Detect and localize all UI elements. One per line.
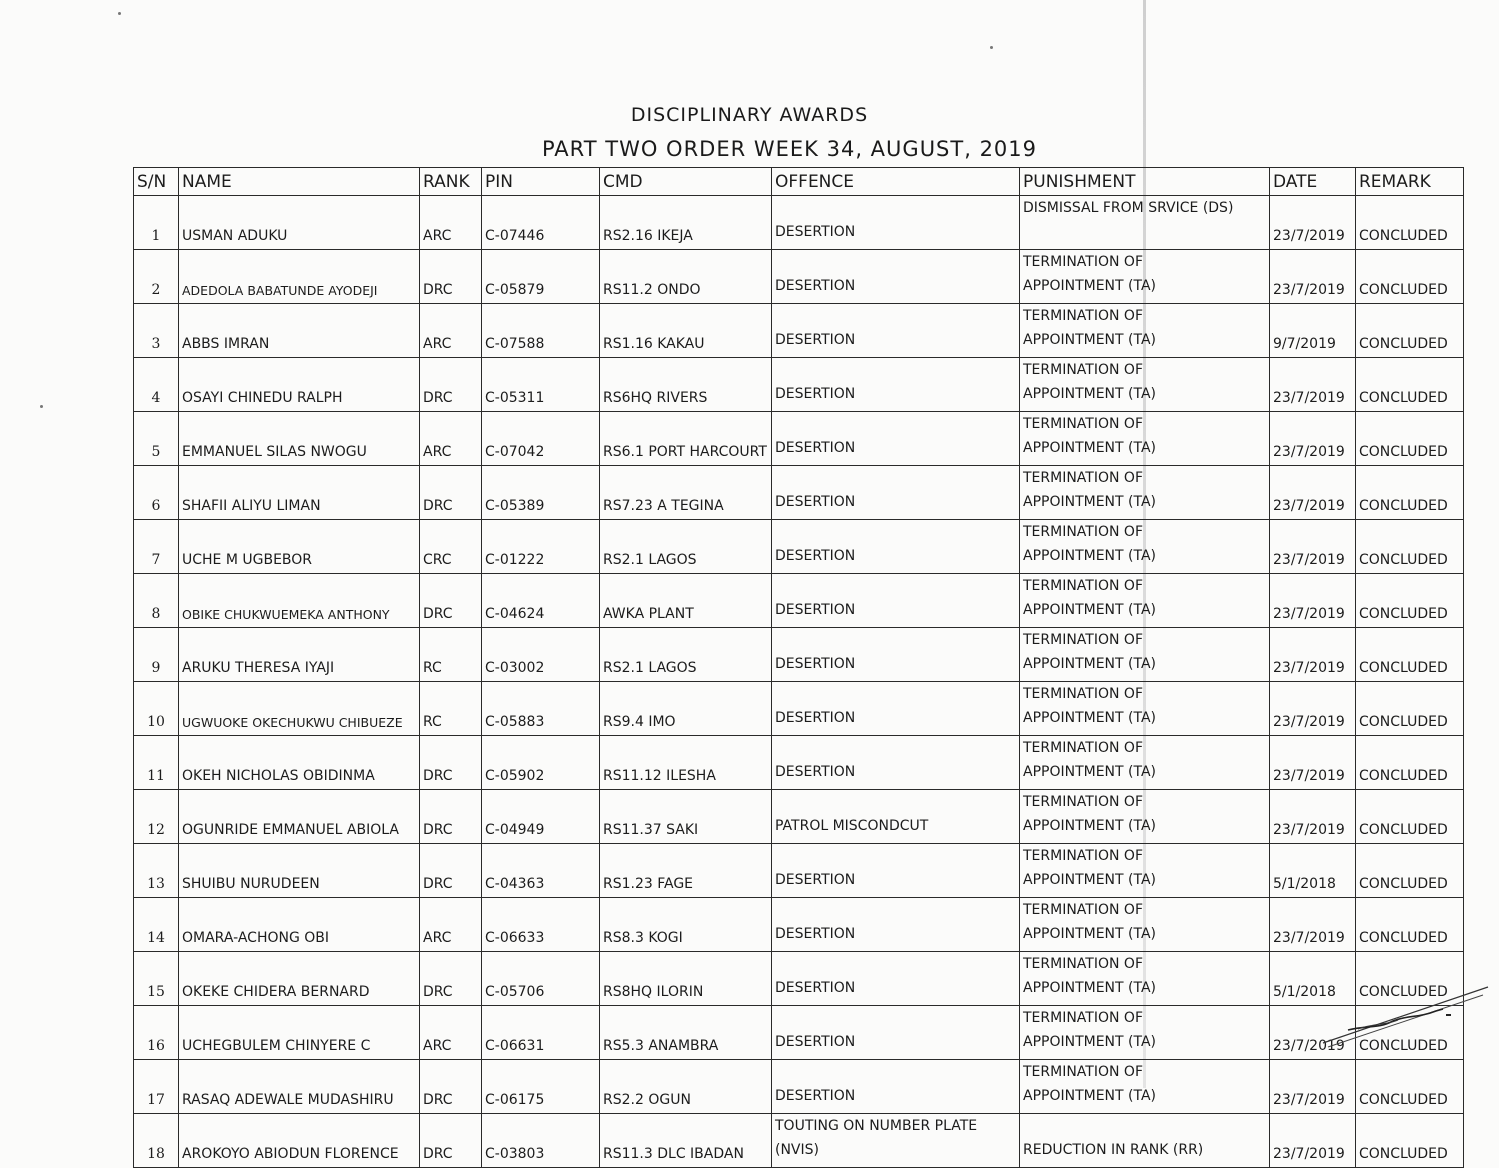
cell-remark: CONCLUDED: [1356, 898, 1464, 952]
table-row: [134, 196, 1464, 250]
cell-sn: 1: [134, 196, 179, 250]
cell-offence: [772, 736, 1020, 790]
table-body: [134, 196, 1464, 1168]
cell-cmd: RS6.1 PORT HARCOURT: [600, 412, 772, 466]
cell-sn: 7: [134, 520, 179, 574]
offence-line: [775, 790, 1016, 814]
offence-line: [775, 412, 1016, 436]
offence-line: DESERTION: [775, 980, 856, 996]
cell-sn: 6: [134, 466, 179, 520]
cell-remark: CONCLUDED: [1356, 952, 1464, 1006]
cell-date: 23/7/2019: [1270, 466, 1356, 520]
offence-line: DESERTION: [775, 494, 856, 510]
punishment-line: APPOINTMENT (TA): [1023, 440, 1156, 456]
cell-pin: C-06631: [482, 1006, 600, 1060]
cell-rank: DRC: [420, 790, 482, 844]
table-row: [134, 304, 1464, 358]
cell-remark: CONCLUDED: [1356, 574, 1464, 628]
cell-date: 23/7/2019: [1270, 628, 1356, 682]
cell-rank: CRC: [420, 520, 482, 574]
offence-line: DESERTION: [775, 1034, 856, 1050]
punishment-line: TERMINATION OF: [1023, 308, 1143, 324]
cell-rank: DRC: [420, 1060, 482, 1114]
table-row: [134, 466, 1464, 520]
cell-cmd: RS9.4 IMO: [600, 682, 772, 736]
cell-date: 23/7/2019: [1270, 1006, 1356, 1060]
cell-remark: CONCLUDED: [1356, 196, 1464, 250]
cell-pin: C-07446: [482, 196, 600, 250]
offence-line: [775, 250, 1016, 274]
offence-line: [775, 1060, 1016, 1084]
cell-offence: [772, 898, 1020, 952]
offence-line: DESERTION: [775, 764, 856, 780]
cell-remark: CONCLUDED: [1356, 466, 1464, 520]
column-header-rank: RANK: [420, 168, 482, 196]
cell-name: ADEDOLA BABATUNDE AYODEJI: [179, 250, 420, 304]
cell-name: OKEKE CHIDERA BERNARD: [179, 952, 420, 1006]
cell-name: RASAQ ADEWALE MUDASHIRU: [179, 1060, 420, 1114]
punishment-line: TERMINATION OF: [1023, 1064, 1143, 1080]
cell-punishment: [1020, 412, 1270, 466]
punishment-line: TERMINATION OF: [1023, 632, 1143, 648]
cell-remark: CONCLUDED: [1356, 412, 1464, 466]
offence-line: DESERTION: [775, 1088, 856, 1104]
offence-line: DESERTION: [775, 440, 856, 456]
cell-sn: 3: [134, 304, 179, 358]
punishment-line: TERMINATION OF: [1023, 578, 1143, 594]
cell-pin: C-07588: [482, 304, 600, 358]
offence-line: DESERTION: [775, 656, 856, 672]
punishment-line: APPOINTMENT (TA): [1023, 710, 1156, 726]
table-row: [134, 952, 1464, 1006]
cell-punishment: [1020, 1060, 1270, 1114]
cell-sn: 5: [134, 412, 179, 466]
table-row: [134, 574, 1464, 628]
punishment-line: APPOINTMENT (TA): [1023, 1088, 1156, 1104]
cell-rank: DRC: [420, 952, 482, 1006]
punishment-line: APPOINTMENT (TA): [1023, 602, 1156, 618]
punishment-line: APPOINTMENT (TA): [1023, 764, 1156, 780]
offence-line: [775, 736, 1016, 760]
cell-punishment: [1020, 952, 1270, 1006]
column-header-remark: REMARK: [1356, 168, 1464, 196]
cell-offence: [772, 1114, 1020, 1168]
cell-sn: 16: [134, 1006, 179, 1060]
cell-name: AROKOYO ABIODUN FLORENCE: [179, 1114, 420, 1168]
cell-remark: CONCLUDED: [1356, 682, 1464, 736]
cell-punishment: [1020, 1114, 1270, 1168]
cell-name: SHUIBU NURUDEEN: [179, 844, 420, 898]
cell-cmd: RS11.12 ILESHA: [600, 736, 772, 790]
cell-remark: CONCLUDED: [1356, 790, 1464, 844]
cell-cmd: RS11.2 ONDO: [600, 250, 772, 304]
cell-cmd: RS2.1 LAGOS: [600, 520, 772, 574]
document-title: DISCIPLINARY AWARDS: [630, 104, 869, 126]
cell-rank: ARC: [420, 196, 482, 250]
cell-cmd: RS11.3 DLC IBADAN: [600, 1114, 772, 1168]
cell-name: OMARA-ACHONG OBI: [179, 898, 420, 952]
cell-rank: DRC: [420, 1114, 482, 1168]
offence-line: PATROL MISCONDCUT: [775, 818, 929, 834]
cell-remark: CONCLUDED: [1356, 628, 1464, 682]
cell-date: 23/7/2019: [1270, 520, 1356, 574]
cell-offence: [772, 520, 1020, 574]
cell-name: OKEH NICHOLAS OBIDINMA: [179, 736, 420, 790]
cell-cmd: RS6HQ RIVERS: [600, 358, 772, 412]
cell-punishment: [1020, 844, 1270, 898]
cell-offence: [772, 1060, 1020, 1114]
cell-name: UCHE M UGBEBOR: [179, 520, 420, 574]
cell-punishment: [1020, 466, 1270, 520]
column-header-date: DATE: [1270, 168, 1356, 196]
cell-pin: C-05902: [482, 736, 600, 790]
cell-rank: DRC: [420, 844, 482, 898]
cell-punishment: [1020, 898, 1270, 952]
cell-rank: DRC: [420, 250, 482, 304]
offence-line: [775, 466, 1016, 490]
cell-sn: 14: [134, 898, 179, 952]
cell-offence: [772, 304, 1020, 358]
cell-date: 23/7/2019: [1270, 412, 1356, 466]
cell-pin: C-03803: [482, 1114, 600, 1168]
offence-line: [775, 196, 1016, 220]
cell-name: UCHEGBULEM CHINYERE C: [179, 1006, 420, 1060]
offence-line: DESERTION: [775, 710, 856, 726]
punishment-line: APPOINTMENT (TA): [1023, 818, 1156, 834]
offence-line: DESERTION: [775, 602, 856, 618]
table-row: [134, 790, 1464, 844]
punishment-line: TERMINATION OF: [1023, 362, 1143, 378]
cell-punishment: [1020, 574, 1270, 628]
disciplinary-awards-table: [133, 167, 1464, 1168]
cell-punishment: [1020, 304, 1270, 358]
offence-line: [775, 358, 1016, 382]
cell-name: ABBS IMRAN: [179, 304, 420, 358]
cell-offence: [772, 358, 1020, 412]
cell-sn: 8: [134, 574, 179, 628]
table-row: [134, 412, 1464, 466]
punishment-line: APPOINTMENT (TA): [1023, 548, 1156, 564]
offence-line: DESERTION: [775, 332, 856, 348]
punishment-line: TERMINATION OF: [1023, 794, 1143, 810]
punishment-line: APPOINTMENT (TA): [1023, 494, 1156, 510]
punishment-line: APPOINTMENT (TA): [1023, 332, 1156, 348]
column-header-name: NAME: [179, 168, 420, 196]
cell-punishment: [1020, 358, 1270, 412]
cell-date: 23/7/2019: [1270, 790, 1356, 844]
cell-punishment: [1020, 736, 1270, 790]
cell-rank: ARC: [420, 1006, 482, 1060]
offence-line: (NVIS): [775, 1142, 819, 1158]
punishment-line: APPOINTMENT (TA): [1023, 386, 1156, 402]
table-row: [134, 898, 1464, 952]
cell-date: 23/7/2019: [1270, 898, 1356, 952]
cell-date: 23/7/2019: [1270, 574, 1356, 628]
offence-line: TOUTING ON NUMBER PLATE: [775, 1118, 978, 1134]
punishment-line: APPOINTMENT (TA): [1023, 278, 1156, 294]
cell-cmd: RS8.3 KOGI: [600, 898, 772, 952]
column-header-punishment: PUNISHMENT: [1020, 168, 1270, 196]
offence-line: [775, 844, 1016, 868]
cell-rank: ARC: [420, 898, 482, 952]
cell-cmd: RS5.3 ANAMBRA: [600, 1006, 772, 1060]
cell-rank: RC: [420, 682, 482, 736]
cell-offence: [772, 682, 1020, 736]
cell-cmd: RS1.16 KAKAU: [600, 304, 772, 358]
column-header-sn: S/N: [134, 168, 179, 196]
cell-remark: CONCLUDED: [1356, 1006, 1464, 1060]
signature: [1318, 985, 1493, 1055]
cell-remark: CONCLUDED: [1356, 304, 1464, 358]
cell-date: 23/7/2019: [1270, 196, 1356, 250]
cell-sn: 10: [134, 682, 179, 736]
cell-cmd: RS2.16 IKEJA: [600, 196, 772, 250]
cell-remark: CONCLUDED: [1356, 1060, 1464, 1114]
cell-cmd: RS11.37 SAKI: [600, 790, 772, 844]
cell-pin: C-04363: [482, 844, 600, 898]
cell-punishment: [1020, 682, 1270, 736]
offence-line: DESERTION: [775, 926, 856, 942]
column-header-cmd: CMD: [600, 168, 772, 196]
cell-punishment: [1020, 790, 1270, 844]
cell-name: EMMANUEL SILAS NWOGU: [179, 412, 420, 466]
cell-name: ARUKU THERESA IYAJI: [179, 628, 420, 682]
cell-cmd: RS8HQ ILORIN: [600, 952, 772, 1006]
punishment-line: APPOINTMENT (TA): [1023, 1034, 1156, 1050]
table-row: [134, 520, 1464, 574]
cell-cmd: RS1.23 FAGE: [600, 844, 772, 898]
table-row: [134, 358, 1464, 412]
cell-date: 5/1/2018: [1270, 952, 1356, 1006]
cell-cmd: RS2.1 LAGOS: [600, 628, 772, 682]
cell-cmd: RS7.23 A TEGINA: [600, 466, 772, 520]
column-header-offence: OFFENCE: [772, 168, 1020, 196]
offence-line: DESERTION: [775, 548, 856, 564]
punishment-line: TERMINATION OF: [1023, 848, 1143, 864]
offence-line: [775, 898, 1016, 922]
column-header-pin: PIN: [482, 168, 600, 196]
cell-date: 5/1/2018: [1270, 844, 1356, 898]
cell-rank: ARC: [420, 304, 482, 358]
table-row: [134, 736, 1464, 790]
cell-date: 23/7/2019: [1270, 682, 1356, 736]
cell-pin: C-06175: [482, 1060, 600, 1114]
punishment-line: DISMISSAL FROM SRVICE (DS): [1023, 200, 1234, 216]
punishment-line: TERMINATION OF: [1023, 686, 1143, 702]
cell-pin: C-01222: [482, 520, 600, 574]
cell-remark: CONCLUDED: [1356, 844, 1464, 898]
cell-offence: [772, 250, 1020, 304]
cell-punishment: [1020, 196, 1270, 250]
document-subtitle: PART TWO ORDER WEEK 34, AUGUST, 2019: [541, 137, 1038, 161]
cell-offence: [772, 628, 1020, 682]
cell-sn: 17: [134, 1060, 179, 1114]
cell-rank: DRC: [420, 466, 482, 520]
cell-offence: [772, 466, 1020, 520]
cell-pin: C-04624: [482, 574, 600, 628]
punishment-line: APPOINTMENT (TA): [1023, 980, 1156, 996]
punishment-line: TERMINATION OF: [1023, 740, 1143, 756]
punishment-line: [1023, 220, 1266, 244]
cell-pin: C-06633: [482, 898, 600, 952]
offence-line: DESERTION: [775, 386, 856, 402]
table-row: [134, 628, 1464, 682]
cell-offence: [772, 1006, 1020, 1060]
cell-offence: [772, 952, 1020, 1006]
cell-rank: DRC: [420, 574, 482, 628]
cell-offence: [772, 412, 1020, 466]
punishment-line: TERMINATION OF: [1023, 1010, 1143, 1026]
scan-speck: [40, 405, 43, 408]
table-row: [134, 844, 1464, 898]
cell-sn: 15: [134, 952, 179, 1006]
punishment-line: TERMINATION OF: [1023, 902, 1143, 918]
punishment-line: APPOINTMENT (TA): [1023, 656, 1156, 672]
cell-name: OSAYI CHINEDU RALPH: [179, 358, 420, 412]
cell-pin: C-07042: [482, 412, 600, 466]
cell-punishment: [1020, 1006, 1270, 1060]
offence-line: [775, 628, 1016, 652]
punishment-line: TERMINATION OF: [1023, 416, 1143, 432]
cell-pin: C-05706: [482, 952, 600, 1006]
cell-remark: CONCLUDED: [1356, 520, 1464, 574]
offence-line: [775, 682, 1016, 706]
offence-line: DESERTION: [775, 872, 856, 888]
cell-pin: C-05879: [482, 250, 600, 304]
cell-sn: 13: [134, 844, 179, 898]
punishment-line: TERMINATION OF: [1023, 524, 1143, 540]
cell-sn: 12: [134, 790, 179, 844]
offence-line: DESERTION: [775, 224, 856, 240]
punishment-line: [1023, 1114, 1266, 1138]
cell-cmd: RS2.2 OGUN: [600, 1060, 772, 1114]
table-header-row: [134, 168, 1464, 196]
cell-remark: CONCLUDED: [1356, 358, 1464, 412]
cell-date: 23/7/2019: [1270, 250, 1356, 304]
offence-line: [775, 520, 1016, 544]
offence-line: [775, 304, 1016, 328]
cell-offence: [772, 196, 1020, 250]
table-row: [134, 1114, 1464, 1168]
cell-date: 9/7/2019: [1270, 304, 1356, 358]
cell-sn: 9: [134, 628, 179, 682]
cell-offence: [772, 574, 1020, 628]
cell-pin: C-03002: [482, 628, 600, 682]
cell-remark: CONCLUDED: [1356, 736, 1464, 790]
table-row: [134, 250, 1464, 304]
cell-punishment: [1020, 628, 1270, 682]
offence-line: [775, 574, 1016, 598]
cell-pin: C-04949: [482, 790, 600, 844]
cell-offence: [772, 790, 1020, 844]
punishment-line: REDUCTION IN RANK (RR): [1023, 1142, 1204, 1158]
punishment-line: APPOINTMENT (TA): [1023, 872, 1156, 888]
cell-date: 23/7/2019: [1270, 1060, 1356, 1114]
scan-speck: [990, 46, 993, 49]
cell-date: 23/7/2019: [1270, 1114, 1356, 1168]
cell-cmd: AWKA PLANT: [600, 574, 772, 628]
cell-date: 23/7/2019: [1270, 736, 1356, 790]
offence-line: [775, 1006, 1016, 1030]
scan-speck: [118, 12, 121, 15]
table-row: [134, 682, 1464, 736]
cell-punishment: [1020, 250, 1270, 304]
table-row: [134, 1060, 1464, 1114]
offence-line: DESERTION: [775, 278, 856, 294]
cell-offence: [772, 844, 1020, 898]
cell-rank: ARC: [420, 412, 482, 466]
punishment-line: TERMINATION OF: [1023, 956, 1143, 972]
cell-pin: C-05311: [482, 358, 600, 412]
cell-name: OBIKE CHUKWUEMEKA ANTHONY: [179, 574, 420, 628]
cell-pin: C-05883: [482, 682, 600, 736]
cell-name: OGUNRIDE EMMANUEL ABIOLA: [179, 790, 420, 844]
cell-remark: CONCLUDED: [1356, 250, 1464, 304]
cell-rank: DRC: [420, 736, 482, 790]
cell-rank: DRC: [420, 358, 482, 412]
cell-name: USMAN ADUKU: [179, 196, 420, 250]
cell-pin: C-05389: [482, 466, 600, 520]
table-row: [134, 1006, 1464, 1060]
offence-line: [775, 952, 1016, 976]
punishment-line: TERMINATION OF: [1023, 470, 1143, 486]
cell-remark: CONCLUDED: [1356, 1114, 1464, 1168]
cell-sn: 11: [134, 736, 179, 790]
punishment-line: TERMINATION OF: [1023, 254, 1143, 270]
punishment-line: APPOINTMENT (TA): [1023, 926, 1156, 942]
cell-name: UGWUOKE OKECHUKWU CHIBUEZE: [179, 682, 420, 736]
cell-rank: RC: [420, 628, 482, 682]
cell-sn: 18: [134, 1114, 179, 1168]
cell-punishment: [1020, 520, 1270, 574]
cell-name: SHAFII ALIYU LIMAN: [179, 466, 420, 520]
cell-sn: 4: [134, 358, 179, 412]
cell-date: 23/7/2019: [1270, 358, 1356, 412]
cell-sn: 2: [134, 250, 179, 304]
